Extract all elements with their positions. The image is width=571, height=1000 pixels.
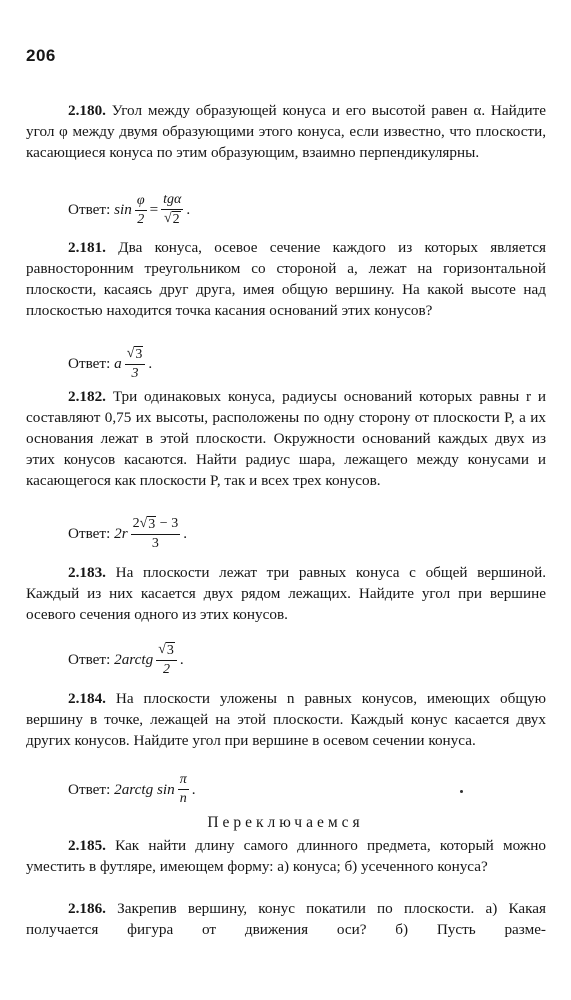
problem-text: Два конуса, осевое сечение каждого из которых является равносторонним треугольником со стороной a, лежат на горизонтальной плоскости, касаясь друг друга, имея общую вершину. На какой высоте над плоскостью находится точка касания оснований этих конусов?	[26, 239, 547, 319]
answer-prefix: 2arctg sin	[114, 780, 175, 798]
answer-suffix: .	[186, 201, 191, 218]
answer-fraction	[178, 772, 189, 807]
answer-2-182	[68, 516, 187, 552]
fraction-numerator: φ	[136, 192, 145, 208]
numerator-tail: − 3	[156, 516, 179, 531]
problem-2-180	[26, 100, 546, 163]
fraction-denominator: 2	[163, 662, 171, 677]
answer-suffix: .	[179, 651, 184, 668]
sqrt-radicand: 2	[172, 212, 180, 227]
answer-suffix: .	[191, 780, 196, 798]
problem-number: 2.180.	[68, 102, 106, 119]
sqrt-expression	[156, 642, 177, 659]
answer-2-184	[68, 772, 196, 807]
answer-label: Ответ:	[68, 525, 111, 542]
sqrt-icon: √	[126, 346, 135, 361]
fraction-bar	[156, 660, 177, 661]
answer-2-181	[68, 346, 152, 382]
answer-fraction	[156, 642, 177, 678]
fraction-bar	[178, 789, 189, 790]
fraction-numerator	[131, 516, 181, 533]
answer-fraction	[125, 346, 146, 382]
page-number: 206	[26, 46, 56, 65]
problem-2-181	[26, 237, 546, 321]
answer-label: Ответ:	[68, 651, 111, 668]
answer-fraction-2	[161, 192, 183, 228]
fraction-bar	[161, 209, 183, 210]
answer-suffix: .	[183, 525, 187, 542]
answer-label: Ответ:	[68, 201, 111, 218]
problem-number: 2.181.	[68, 239, 106, 256]
problem-text: Как найти длину самого длинного предмета, который можно уместить в футляре, имеющем форму: а) конуса; б) усеченного конуса?	[26, 837, 546, 875]
fraction-denominator: n	[179, 791, 187, 806]
answer-prefix: sin	[114, 201, 132, 218]
sqrt-icon: √	[163, 211, 172, 226]
problem-text: Три одинаковых конуса, радиусы оснований которых равны r и составляют 0,75 их высоты, расположены по одну сторону от плоскости P, а их основания лежат в этой плоскости. Окружности оснований каждых двух из этих конусов касаются. Найти радиус шара, лежащего между конусами и касающегося как плоскости P, так и всех трех конусов.	[26, 388, 547, 489]
answer-prefix: 2arctg	[114, 651, 154, 668]
answer-fraction	[135, 193, 147, 228]
problem-2-182	[26, 386, 546, 491]
sqrt-radicand: 3	[135, 347, 143, 362]
fraction-denominator: 2	[137, 211, 145, 227]
sqrt-expression	[125, 346, 146, 363]
problem-2-185	[26, 835, 546, 877]
problem-text: Закрепив вершину, конус покатили по плоскости. а) Какая получается фигура от движения оси? б) Пусть разме-	[26, 900, 546, 938]
problem-number: 2.185.	[68, 837, 106, 854]
answer-suffix: .	[148, 355, 153, 372]
fraction-denominator: 3	[131, 366, 139, 381]
fraction-denominator: 3	[151, 536, 159, 551]
problem-text: На плоскости лежат три равных конуса с общей вершиной. Каждый из них касается двух рядом лежащих. Найдите угол при вершине осевого сечения одного из этих конусов.	[26, 564, 547, 623]
sqrt-radicand: 3	[166, 643, 174, 658]
answer-prefix: 2r	[114, 525, 128, 542]
problem-number: 2.182.	[68, 388, 106, 405]
sqrt-radicand: 3	[148, 517, 156, 532]
answer-fraction	[131, 516, 181, 552]
problem-text: Угол между образующей конуса и его высотой равен α. Найдите угол φ между двумя образующими этого конуса, если известно, что плоскости, касающиеся конуса по этим образующим, взаимно перпендикулярны.	[26, 102, 546, 161]
problem-2-183	[26, 562, 546, 625]
answer-2-180	[68, 192, 190, 228]
speck-mark	[460, 790, 463, 793]
answer-label: Ответ:	[68, 780, 111, 798]
answer-prefix: a	[114, 355, 122, 372]
sqrt-icon: √	[158, 642, 166, 657]
answer-2-183	[68, 642, 184, 678]
fraction-bar	[125, 364, 146, 365]
problem-2-186	[26, 898, 546, 940]
fraction-bar	[135, 210, 147, 211]
problem-number: 2.184.	[68, 690, 106, 707]
sqrt-icon: √	[139, 516, 148, 531]
problem-text: На плоскости уложены n равных конусов, имеющих общую вершину в точке, лежащей на этой плоскости. Каждый конус касается двух других конусов. Найдите угол при вершине в осевом сечении конуса.	[26, 690, 547, 749]
fraction-bar	[131, 534, 181, 535]
problem-number: 2.183.	[68, 564, 106, 581]
answer-label: Ответ:	[68, 355, 111, 372]
sqrt-expression	[162, 211, 183, 228]
problem-number: 2.186.	[68, 900, 106, 917]
problem-2-184	[26, 688, 546, 751]
fraction-numerator: π	[179, 772, 187, 787]
section-heading: Переключаемся	[207, 814, 364, 831]
equals-sign: =	[149, 201, 159, 218]
fraction-numerator: tgα	[163, 192, 182, 207]
sqrt-expression	[140, 516, 157, 533]
numerator-coefficient: 2	[132, 516, 140, 531]
